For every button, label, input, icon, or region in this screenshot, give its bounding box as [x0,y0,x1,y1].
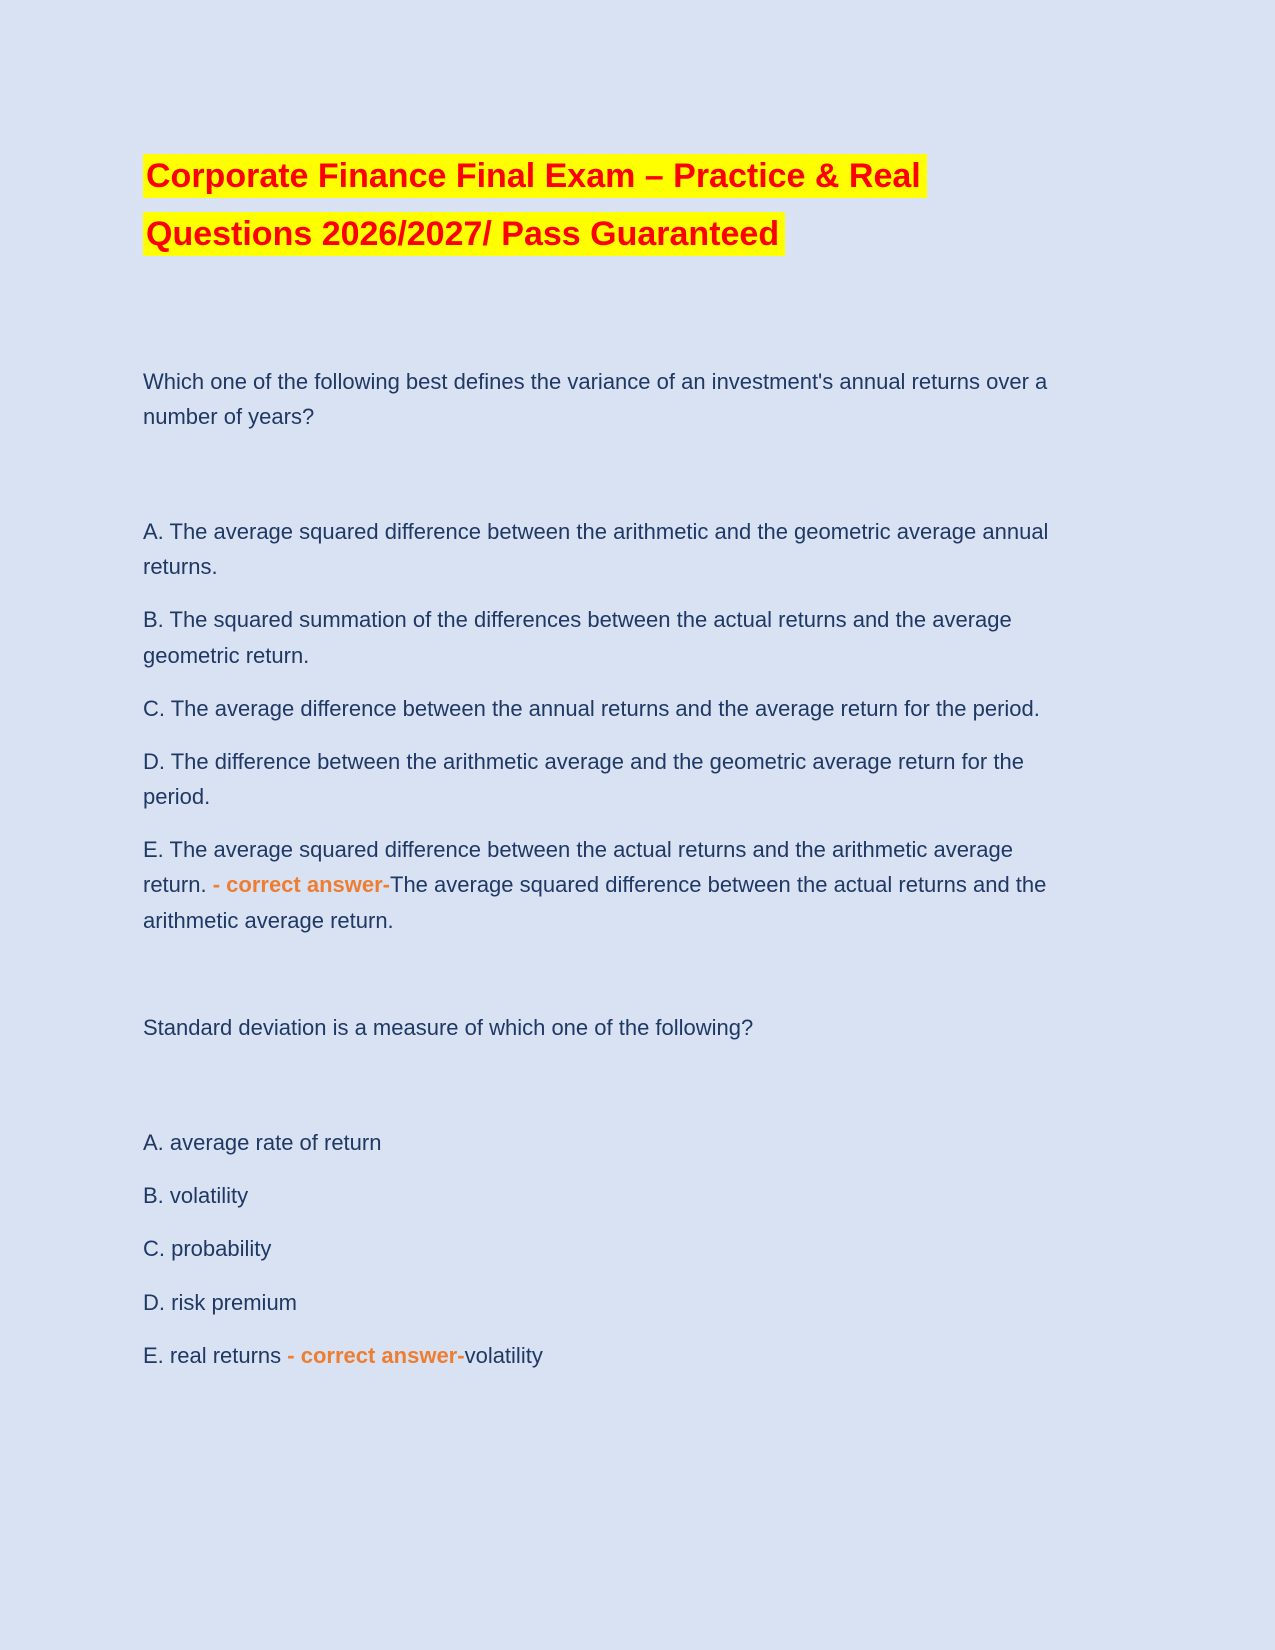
question-block [143,1010,1078,1373]
option-text: A. The average squared difference between the arithmetic and the geometric average annual returns. [143,518,1049,580]
answer-option [143,691,1078,726]
answer-option [143,744,1078,814]
document-title [143,148,1078,264]
correct-answer-marker: - correct answer- [287,1342,465,1368]
option-text: E. The average squared difference between the actual returns and the arithmetic average return. [143,837,1013,898]
answer-option [143,514,1078,584]
answer-option [143,1231,1078,1266]
answer-option [143,1125,1078,1160]
option-text: volatility [464,1342,543,1368]
question-block [143,364,1078,938]
option-text: E. real returns [143,1342,288,1368]
title-line-2: Questions 2026/2027/ Pass Guaranteed [143,212,785,256]
option-text: D. risk premium [143,1289,298,1315]
option-text: C. The average difference between the annual returns and the average return for the period. [143,695,1040,721]
answer-option [143,1285,1078,1320]
correct-answer-marker: - correct answer- [212,872,390,898]
title-line-1: Corporate Finance Final Exam – Practice & Real [143,154,927,198]
option-text: C. probability [143,1236,272,1262]
answer-option [143,602,1078,672]
option-text: B. volatility [143,1183,249,1209]
answer-option [143,1178,1078,1213]
questions [143,364,1078,1373]
option-text: D. The difference between the arithmetic average and the geometric average return for the period. [143,748,1024,810]
option-text: A. average rate of return [143,1130,382,1156]
answer-option [143,832,1078,938]
option-text: B. The squared summation of the differences between the actual returns and the average geometric return. [143,607,1012,668]
answer-option [143,1338,1078,1373]
option-text: The average squared difference between the actual returns and the arithmetic average return. [143,872,1047,933]
question-prompt: Standard deviation is a measure of which one of the following? [143,1014,754,1040]
question-prompt: Which one of the following best defines the variance of an investment's annual returns over a number of years? [143,368,1048,429]
